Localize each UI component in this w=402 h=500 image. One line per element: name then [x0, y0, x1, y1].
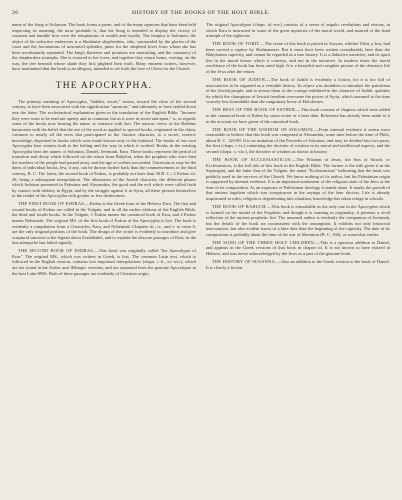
paragraph-judith [206, 77, 390, 105]
text-first-esdras: —Esdras is the Greek form of the Hebrew Ezra. The first and second books of Esdras are called in the Vulgate, and in all the earlier editions of the English Bible, the third and fourth books. In the Vulgate, 1 Esdras means the canonical book of Ezra, and 4 Esdras means Nehemiah. The original MS. of the first book of Esdras of the Apocrypha is lost. The book is evidently a compilation from a Chronicles, Ezra, and Nehemiah. Chapters iii., iv., and v. to verse 6, are the only original portions of the book. The design of the writer is evidently to introduce and give scriptural sanction to the legend about Zerubbabel, and to explain the obscure passages of Ezra; in the last attempt he has failed signally. [12, 201, 196, 246]
paragraph-susanna [206, 259, 390, 270]
section-rule [81, 93, 127, 94]
section-title-apocrypha: THE APOCRYPHA. [55, 80, 153, 91]
paragraph-three-holy-children [206, 240, 390, 257]
two-column-body [12, 22, 390, 279]
running-header [12, 10, 390, 16]
paragraph-baruch [206, 204, 390, 237]
text-wisdom-of-solomon: —From internal evidence it seems most reasonable to believe that this book was composed at Alexandria, some time before the time of Philo, about B. C. 120-80. It is an imitation of the Proverbs of Solomon, and may be divided into two parts, the first (chaps. i.-ix.) containing the doctrine of wisdom in its moral and intellectual aspects; and the second (chaps. x.-xix.), the doctrine of wisdom as shown in history. [206, 126, 391, 154]
paragraph-rest-of-esther [206, 107, 390, 124]
paragraph-esdras-continued: The original Apocalypse (chaps. iii.-xiv.) consists of a series of angelic revelations and visions, in which Ezra is instructed in some of the great mysteries of the moral world, and assured of the final triumph of the righteous. [206, 22, 390, 39]
paragraph-apocrypha-intro: The primary meaning of Apocrypha, "hidden, secret," seems, toward the close of the second century, to have been associated with the signification "spurious," and ultimately to have settled down into the latter. The ecclesiastical explanation given in the translation of the English Bible, "because they were wont to be read not openly and in common, but as it were in secret and apart," is, as regards some of the books now bearing the name, at variance with fact. The narrow views of the Rabbins harmonize with the belief that the use of the word as applied to special books, originated in the claim, common to nearly all the sects that participated in the Gnostic character, to a secret, esoteric knowledge, deposited in books which were made known only to the initiated. The books of our own Apocrypha bear witness both to the feeling and the way in which it worked. Books in the existing Apocrypha bear the names of Solomon, Daniel, Jeremiah, Ezra. These books represent the period of transition and decay which followed on the return from Babylon, when the prophets who were then the teachers of the people had passed away, and the age of scribes succeeded. Uncertain as may be the dates of individual books, few, if any, can be thrown further back than the commencement of the third century, B. C. The latest, the second book of Esdras, is probably not later than 30 B. C.; 2 Esdras vii. 28, being a subsequent interpolation. The alienations of the Jewish character, the different phases which Judaism presented in Palestine and Alexandria, the good and the evil which were called forth by contact with idolatry in Egypt, and by the struggle against it in Syria, all these present themselves to the reader of the Apocrypha with greater or less distinctness. [12, 98, 196, 199]
paragraph-second-esdras [12, 248, 196, 276]
heading-first-esdras: THE FIRST BOOK OF ESDRAS. [18, 201, 86, 207]
text-baruch: —This book is remarkable as the only one in the Apocrypha which is formed on the model of the Prophets; and though it is wanting in originality, it presents a vivid reflection of the ancient prophetic fire. The assumed author is evidently the companion of Jeremiah, but the details of the book are inconsistent with the assumption. It exhibits not only historical inaccuracies, but also evident traces of a later date than the beginning of the captivity. The date of its composition is probably about the time of the war of liberation (B. C. 160), or somewhat earlier. [206, 203, 390, 237]
text-susanna: —Also an addition to the Greek version to the book of Daniel. It is clearly a fiction. [206, 259, 390, 270]
paragraph-ecclesiasticus [206, 157, 390, 201]
heading-three-holy-children: THE SONG OF THE THREE HOLY CHILDREN. [212, 239, 316, 245]
text-three-holy-children: —This is a spurious addition to Daniel, and appears in the Greek versions of that book in chapter iii. It is not known to have existed in Hebrew, and was never acknowledged by the Jews as a part of the genuine book. [206, 239, 390, 256]
text-tobit: —The scene of this book is placed in Assyria, whither Tobit, a Jew, had been carried a captive by Shalmanezer. But it must have been written considerably later than the Babylonian captivity, and cannot be regarded as a true history. It is a didactive narrative; and its spirit lies in the moral lesson which it conveys, and not in the narrative. In modern times the moral excellence of the book has been rated high. It is a beautiful and complete picture of the domestic life of the Jews after the return. [206, 41, 390, 74]
heading-tobit: THE BOOK OF TOBIT. [212, 41, 261, 47]
text-second-esdras: —This book was originally called "the Apocalypse of Ezra." The original MS., which was written in Greek, is lost. The common Latin text, which is followed in the English version, contains two important interpolations (chaps. i.-ii., xv.-xvi.), which are not found in the Arabic and Æthiopic versions, and are separated from the genuine Apocalypse in the best Latin MSS. Both of these passages are evidently of Christian origin. [12, 248, 196, 276]
paragraph-song-of-solomon: name of the Song of Solomon. The book forms a poem, and of the many opinions that have been held respecting its meaning, the most probable is, that the Song is intended to display the victory of constant and humble love over the temptations of wealth and royalty. The temptor is Solomon; the object of his seductive endeavors is a Shulamite shepherdess, who, surrounded by the glories of the court and the fascinations of unwonted splendor, pines for the shepherd lover from whom she has been involuntarily separated. The king's flatteries and promises are unavailing, and the constancy of the shepherdess triumphs. She is restored to her lover, and together they return home, visiting, on the way, the tree beneath whose shade they first plighted their truth. Many eminent writers, however, have maintained that the book is an allegory, intended to set forth the love of Christ for the Church. [12, 22, 196, 72]
heading-judith: THE BOOK OF JUDITH. [212, 77, 267, 83]
left-column [12, 22, 196, 279]
running-title: HISTORY OF THE BOOKS OF THE HOLY BIBLE. [131, 10, 271, 16]
paragraph-wisdom-of-solomon [206, 127, 390, 155]
text-ecclesiasticus: —The Wisdom of Jesus, the Son of Sirach, or Ecclesiasticus, is the full title of this book in the English Bible. The former is the title given it in the Septuagint, and the latter that of the Vulgate, the name "Ecclesiasticus" indicating that the book was publicly used in the services of the Church. We know nothing of its author, but his Palestinian origin is supported by internal evidence. It is an important monument of the religious state of the Jews at the time of its composition. As an exposure of Palestinian theology it stands alone. It marks the growth of that ancient legalism which was conspicuous in the sayings of the later doctors. Life is already imprisoned in rules; religion is degenerating into ritualism; knowledge has taken refuge in schools. [206, 157, 390, 201]
text-judith: —The book of Judith is evidently a fiction, for it is too full of inaccuracies to be regarded as a veritable history. Its object was doubtless to stimulate the patriotism of the Jewish people, and to arouse them to the courage exhibited in the character of Judith, qualities by which the champions of Jewish freedom overcame the power of Syria, which assumed at the time scarcely less formidable than the sanguinary horse of Holofernes. [206, 77, 390, 105]
heading-ecclesiasticus: THE BOOK OF ECCLESIASTICUS. [212, 157, 292, 162]
paragraph-first-esdras [12, 201, 196, 245]
heading-second-esdras: THE SECOND BOOK OF ESDRAS. [18, 248, 95, 254]
heading-wisdom-of-solomon: THE BOOK OF THE WISDOM OF SOLOMON. [212, 126, 315, 132]
right-column [206, 22, 390, 279]
text-rest-of-esther: —This book consists of chapters which were added to the canonical book of Esther by some writer of a later date. Reference has already been made to it in the account we have given of the canonical book. [206, 107, 390, 124]
heading-susanna: THE HISTORY OF SUSANNA. [212, 259, 277, 265]
heading-rest-of-esther: THE REST OF THE BOOK OF ESTHER. [212, 107, 297, 113]
paragraph-tobit [206, 41, 390, 74]
page-number: 26 [12, 10, 19, 16]
heading-baruch: THE BOOK OF BARUCH. [212, 203, 267, 209]
